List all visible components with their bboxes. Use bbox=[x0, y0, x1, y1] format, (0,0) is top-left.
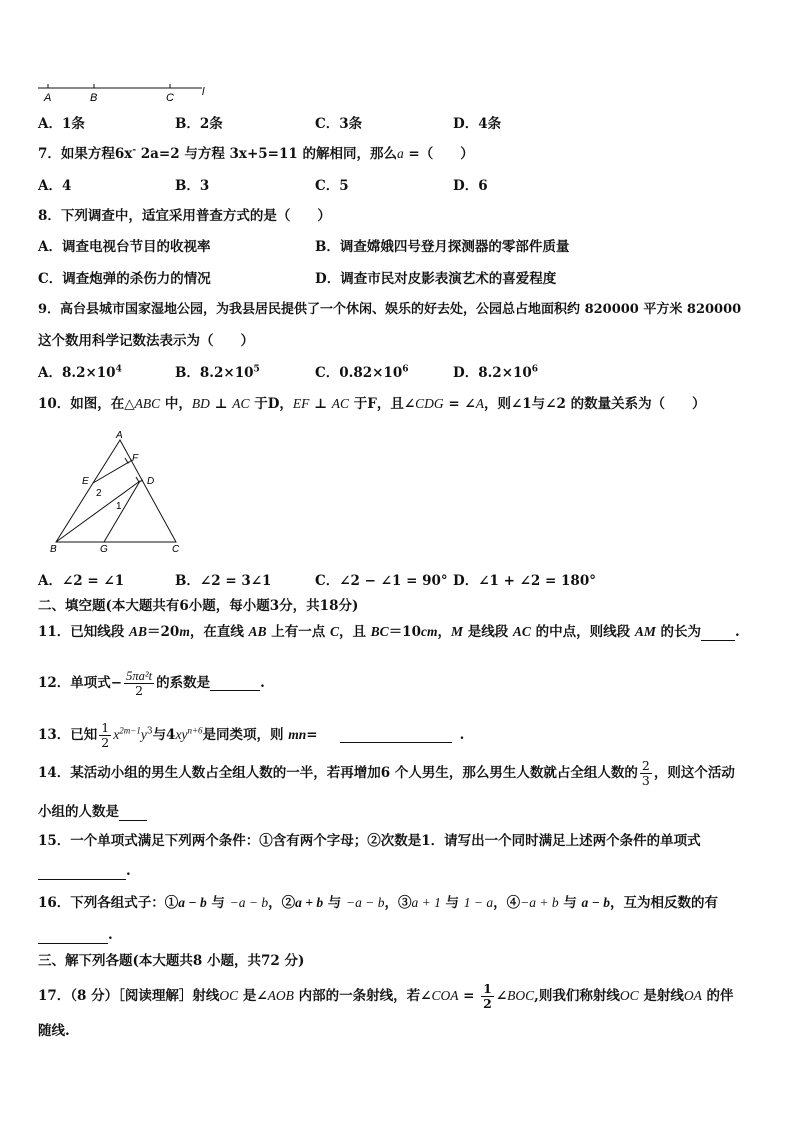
q16-stem-line2: . bbox=[38, 926, 113, 944]
q16-answer-blank[interactable] bbox=[38, 929, 108, 944]
q7-stem: 7．如果方程6x- 2a=2 与方程 3x+5=11 的解相同，那么a =（ ） bbox=[38, 145, 474, 162]
q9-option-d: D．$8.2\times 10^6$ bbox=[453, 364, 539, 381]
q14-stem-line2: 小组的人数是 bbox=[38, 803, 147, 821]
vertex-label-b: B bbox=[50, 544, 57, 555]
q8-option-b: B．调查嫦娥四号登月探测器的零部件质量 bbox=[315, 239, 570, 255]
q6-option-d: D．4条 bbox=[453, 116, 502, 132]
q9-option-a: A．$8.2\times 10^4$ bbox=[38, 364, 122, 381]
q13-answer-blank[interactable] bbox=[340, 728, 452, 743]
point-label-c: C bbox=[166, 92, 174, 104]
q7-option-d: D．6 bbox=[453, 178, 488, 194]
q10-option-c: C．∠2 − ∠1 = 90° bbox=[315, 573, 448, 589]
q7-option-a: A．4 bbox=[38, 178, 72, 194]
point-label-a: A bbox=[44, 92, 52, 104]
q8-stem: 8．下列调查中，适宜采用普查方式的是（ ） bbox=[38, 208, 331, 224]
q17-stem-line2: 随线. bbox=[38, 1023, 70, 1039]
q11-answer-blank[interactable] bbox=[701, 626, 735, 641]
q10-triangle-figure bbox=[44, 428, 194, 556]
point-label-b: B bbox=[90, 92, 98, 104]
q14-fraction: $\frac{2}{3}$ bbox=[641, 758, 650, 788]
q6-option-b: B．2条 bbox=[175, 116, 223, 132]
vertex-label-e: E bbox=[82, 476, 89, 487]
q12-fraction: $\frac{\text{5πa²t}}{2}$ bbox=[126, 669, 153, 698]
q6-option-c: C．3条 bbox=[315, 116, 363, 132]
q8-option-d: D．调查市民对皮影表演艺术的喜爱程度 bbox=[315, 271, 557, 287]
angle-label-2: 2 bbox=[96, 488, 102, 499]
q10-stem: 10．如图，在△ABC 中，BD ⊥ AC 于D，EF ⊥ AC 于F，且∠CDG = ∠A，则∠1与∠2 的数量关系为（ ） bbox=[38, 396, 706, 412]
q9-stem-line2: 这个数用科学记数法表示为（ ） bbox=[38, 333, 254, 349]
q12-stem: 12．单项式− $\frac{\text{5πa²t}}{2}$ 的系数是 . bbox=[38, 669, 265, 698]
q6-option-a: A．1条 bbox=[38, 116, 85, 132]
angle-label-1: 1 bbox=[116, 501, 122, 512]
q6-line-figure bbox=[34, 80, 224, 108]
q10-option-b: B．∠2 = 3∠1 bbox=[175, 573, 272, 589]
q13-fraction: $\frac{1}{2}$ bbox=[101, 720, 110, 750]
q11-stem: 11．已知线段 AB＝20m，在直线 AB 上有一点 C，且 BC＝10cm，M 是线段 AC 的中点，则线段 AM 的长为 . bbox=[38, 624, 740, 640]
q8-option-c: C．调查炮弹的杀伤力的情况 bbox=[38, 271, 211, 287]
q16-stem: 16．下列各组式子：①a − b 与 −a − b，②a + b 与 −a − b，③a + 1 与 1 − a，④−a + b 与 a − b，互为相反数的有 bbox=[38, 895, 718, 911]
q14-answer-blank[interactable] bbox=[119, 806, 147, 821]
line-label-l: l bbox=[202, 86, 205, 98]
q17-fraction: $\frac{1}{2}$ bbox=[483, 981, 492, 1011]
q8-option-a: A．调查电视台节目的收视率 bbox=[38, 239, 211, 255]
q10-option-d: D．∠1 + ∠2 = 180° bbox=[453, 573, 596, 589]
q7-option-c: C．5 bbox=[315, 178, 349, 194]
q15-stem-line1: 15．一个单项式满足下列两个条件：①含有两个字母；②次数是1．请写出一个同时满足上述两个条件的单项式 bbox=[38, 833, 701, 849]
vertex-label-g: G bbox=[100, 544, 108, 555]
vertex-label-f: F bbox=[132, 453, 139, 464]
q7-option-b: B．3 bbox=[175, 178, 210, 194]
q13-stem: 13．已知 $\frac{1}{2}$ $x^{2m-1}y^3$与$4xy^{n+6}$是同类项，则 mn= . bbox=[38, 720, 465, 750]
vertex-label-a: A bbox=[116, 430, 123, 441]
q14-stem-line1: 14．某活动小组的男生人数占全组人数的一半，若再增加6 个人男生，那么男生人数就占全组人数的 $\frac{2}{3}$ ，则这个活动 bbox=[38, 758, 735, 788]
q15-stem-line2: . bbox=[38, 862, 131, 880]
q15-answer-blank[interactable] bbox=[38, 865, 126, 880]
q9-option-c: C．$0.82\times 10^6$ bbox=[315, 364, 409, 381]
section-2-heading: 二、填空题(本大题共有6小题，每小题3分，共18分) bbox=[38, 598, 359, 614]
vertex-label-c: C bbox=[172, 544, 180, 555]
q9-option-b: B．$8.2\times 10^5$ bbox=[175, 364, 260, 381]
q10-option-a: A．∠2 = ∠1 bbox=[38, 573, 125, 589]
vertex-label-d: D bbox=[147, 476, 155, 487]
q17-stem-line1: 17．（8 分）［阅读理解］射线OC 是∠AOB 内部的一条射线，若∠COA = $\frac{1}{2}$ ∠BOC,则我们称射线OC 是射线OA 的伴 bbox=[38, 981, 734, 1011]
q9-stem-line1: 9．高台县城市国家湿地公园，为我县居民提供了一个休闲、娱乐的好去处，公园总占地面积约 820000 平方米 820000 bbox=[38, 302, 742, 317]
section-3-heading: 三、解下列各题(本大题共8 小题，共72 分) bbox=[38, 953, 305, 969]
q12-answer-blank[interactable] bbox=[210, 676, 260, 691]
